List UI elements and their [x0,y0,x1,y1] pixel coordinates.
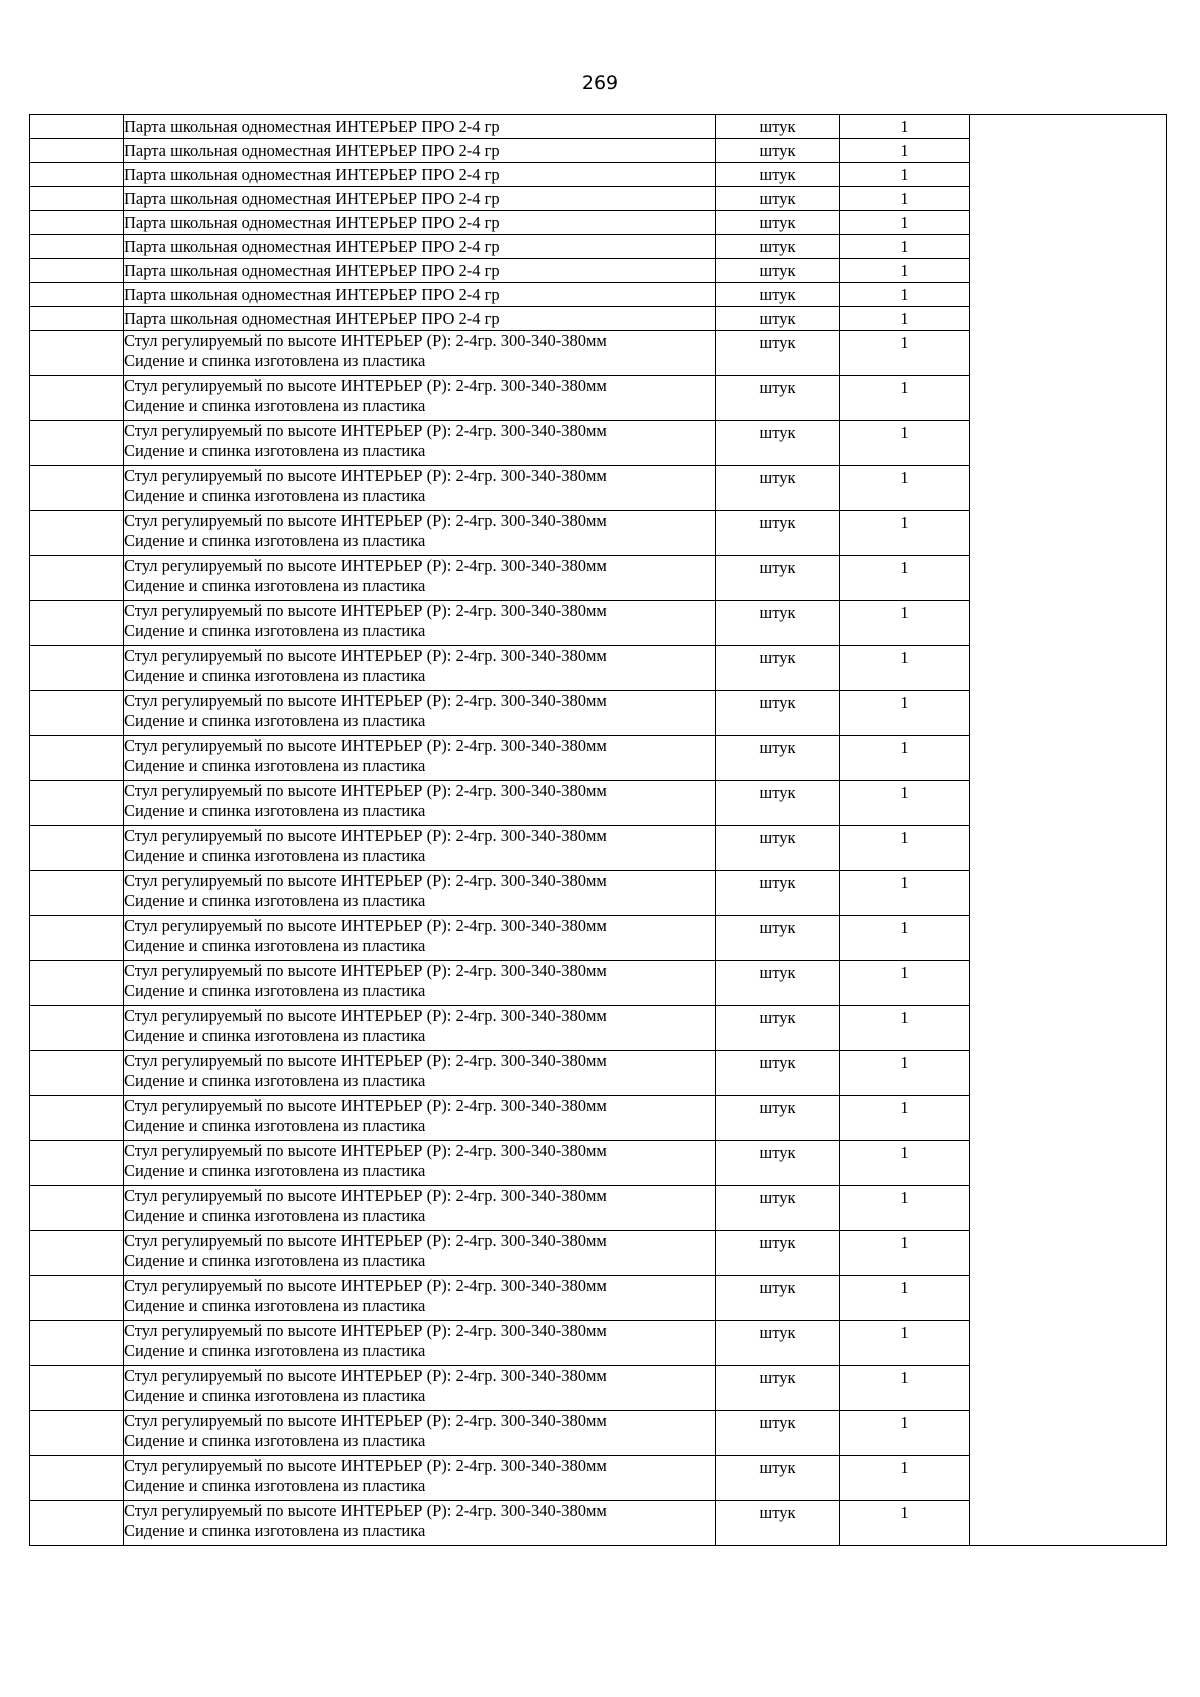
row-number-cell [30,1051,124,1096]
item-name-cell [124,211,716,235]
item-unit-cell: штук [716,235,840,259]
item-name-line: Парта школьная одноместная ИНТЕРЬЕР ПРО 2-4 гр [124,261,500,280]
item-name-line: Стул регулируемый по высоте ИНТЕРЬЕР (Р): 2-4гр. 300-340-380мм [124,1231,607,1250]
item-name-cell [124,307,716,331]
item-qty-cell: 1 [840,1141,970,1186]
item-qty-cell: 1 [840,961,970,1006]
item-name-cell [124,1141,716,1186]
row-number-cell [30,1096,124,1141]
item-qty-cell: 1 [840,1411,970,1456]
row-number-cell [30,826,124,871]
row-number-cell [30,871,124,916]
item-name-cell [124,871,716,916]
row-number-cell [30,1006,124,1051]
item-name-line: Стул регулируемый по высоте ИНТЕРЬЕР (Р): 2-4гр. 300-340-380мм [124,826,607,845]
item-name-line: Стул регулируемый по высоте ИНТЕРЬЕР (Р): 2-4гр. 300-340-380мм [124,646,607,665]
row-number-cell [30,421,124,466]
item-unit-cell: штук [716,1321,840,1366]
item-qty-cell: 1 [840,376,970,421]
item-name-cell [124,1231,716,1276]
item-name-line: Стул регулируемый по высоте ИНТЕРЬЕР (Р): 2-4гр. 300-340-380мм [124,466,607,485]
item-qty-cell: 1 [840,826,970,871]
item-unit-cell: штук [716,781,840,826]
item-qty-cell: 1 [840,1276,970,1321]
item-qty-cell: 1 [840,871,970,916]
item-name-cell [124,376,716,421]
item-name-line: Сидение и спинка изготовлена из пластика [124,1521,426,1540]
item-unit-cell: штук [716,307,840,331]
item-unit-cell: штук [716,163,840,187]
item-name-line: Сидение и спинка изготовлена из пластика [124,1026,426,1045]
item-name-cell [124,1006,716,1051]
item-qty-cell: 1 [840,235,970,259]
item-unit-cell: штук [716,736,840,781]
item-name-line: Стул регулируемый по высоте ИНТЕРЬЕР (Р): 2-4гр. 300-340-380мм [124,736,607,755]
item-unit-cell: штук [716,511,840,556]
item-unit-cell: штук [716,1141,840,1186]
item-name-line: Парта школьная одноместная ИНТЕРЬЕР ПРО 2-4 гр [124,189,500,208]
item-qty-cell: 1 [840,781,970,826]
item-name-line: Сидение и спинка изготовлена из пластика [124,801,426,820]
item-qty-cell: 1 [840,646,970,691]
item-name-line: Сидение и спинка изготовлена из пластика [124,621,426,640]
item-qty-cell: 1 [840,1366,970,1411]
item-qty-cell: 1 [840,283,970,307]
item-name-cell [124,1186,716,1231]
item-name-cell [124,961,716,1006]
item-unit-cell: штук [716,826,840,871]
item-qty-cell: 1 [840,1456,970,1501]
item-unit-cell: штук [716,376,840,421]
item-unit-cell: штук [716,259,840,283]
item-qty-cell: 1 [840,1006,970,1051]
row-number-cell [30,961,124,1006]
item-name-cell [124,115,716,139]
item-name-line: Стул регулируемый по высоте ИНТЕРЬЕР (Р): 2-4гр. 300-340-380мм [124,601,607,620]
item-unit-cell: штук [716,1006,840,1051]
item-name-line: Сидение и спинка изготовлена из пластика [124,351,426,370]
item-name-line: Парта школьная одноместная ИНТЕРЬЕР ПРО 2-4 гр [124,309,500,328]
item-name-cell [124,781,716,826]
item-qty-cell: 1 [840,691,970,736]
item-unit-cell: штук [716,331,840,376]
item-name-line: Сидение и спинка изготовлена из пластика [124,936,426,955]
item-name-cell [124,139,716,163]
item-qty-cell: 1 [840,736,970,781]
row-number-cell [30,736,124,781]
item-name-line: Сидение и спинка изготовлена из пластика [124,1296,426,1315]
row-number-cell [30,283,124,307]
item-name-cell [124,1411,716,1456]
row-number-cell [30,1366,124,1411]
item-unit-cell: штук [716,115,840,139]
item-unit-cell: штук [716,556,840,601]
row-number-cell [30,916,124,961]
row-number-cell [30,259,124,283]
item-name-cell [124,421,716,466]
item-name-line: Парта школьная одноместная ИНТЕРЬЕР ПРО 2-4 гр [124,213,500,232]
item-name-line: Сидение и спинка изготовлена из пластика [124,1071,426,1090]
item-unit-cell: штук [716,1096,840,1141]
item-unit-cell: штук [716,1411,840,1456]
item-name-cell [124,916,716,961]
item-unit-cell: штук [716,601,840,646]
item-qty-cell: 1 [840,1051,970,1096]
row-number-cell [30,163,124,187]
row-number-cell [30,1456,124,1501]
item-name-line: Сидение и спинка изготовлена из пластика [124,981,426,1000]
row-number-cell [30,187,124,211]
item-name-line: Стул регулируемый по высоте ИНТЕРЬЕР (Р): 2-4гр. 300-340-380мм [124,871,607,890]
item-unit-cell: штук [716,646,840,691]
item-name-line: Сидение и спинка изготовлена из пластика [124,1206,426,1225]
row-number-cell [30,331,124,376]
item-name-cell [124,283,716,307]
item-unit-cell: штук [716,466,840,511]
item-name-line: Стул регулируемый по высоте ИНТЕРЬЕР (Р): 2-4гр. 300-340-380мм [124,376,607,395]
row-number-cell [30,1411,124,1456]
row-number-cell [30,556,124,601]
item-name-cell [124,163,716,187]
item-name-cell [124,1321,716,1366]
item-qty-cell: 1 [840,115,970,139]
item-name-line: Сидение и спинка изготовлена из пластика [124,441,426,460]
item-unit-cell: штук [716,871,840,916]
item-unit-cell: штук [716,1456,840,1501]
row-number-cell [30,1231,124,1276]
item-qty-cell: 1 [840,1321,970,1366]
item-name-line: Сидение и спинка изготовлена из пластика [124,1431,426,1450]
row-number-cell [30,601,124,646]
item-unit-cell: штук [716,691,840,736]
item-name-line: Стул регулируемый по высоте ИНТЕРЬЕР (Р): 2-4гр. 300-340-380мм [124,1006,607,1025]
item-name-cell [124,259,716,283]
item-qty-cell: 1 [840,307,970,331]
item-qty-cell: 1 [840,466,970,511]
item-name-line: Стул регулируемый по высоте ИНТЕРЬЕР (Р): 2-4гр. 300-340-380мм [124,1456,607,1475]
item-unit-cell: штук [716,1051,840,1096]
item-name-line: Стул регулируемый по высоте ИНТЕРЬЕР (Р): 2-4гр. 300-340-380мм [124,1186,607,1205]
item-qty-cell: 1 [840,556,970,601]
item-unit-cell: штук [716,283,840,307]
item-name-cell [124,646,716,691]
page-number: 269 [581,72,619,94]
item-name-line: Парта школьная одноместная ИНТЕРЬЕР ПРО 2-4 гр [124,285,500,304]
item-name-cell [124,556,716,601]
item-name-line: Сидение и спинка изготовлена из пластика [124,1386,426,1405]
item-unit-cell: штук [716,421,840,466]
item-unit-cell: штук [716,916,840,961]
item-name-cell [124,826,716,871]
items-table [29,114,1167,1546]
item-name-line: Сидение и спинка изготовлена из пластика [124,756,426,775]
item-name-line: Сидение и спинка изготовлена из пластика [124,1161,426,1180]
item-name-line: Стул регулируемый по высоте ИНТЕРЬЕР (Р): 2-4гр. 300-340-380мм [124,511,607,530]
item-unit-cell: штук [716,1366,840,1411]
item-name-line: Сидение и спинка изготовлена из пластика [124,1116,426,1135]
row-number-cell [30,211,124,235]
item-name-cell [124,331,716,376]
item-name-line: Стул регулируемый по высоте ИНТЕРЬЕР (Р): 2-4гр. 300-340-380мм [124,421,607,440]
table-row [30,115,1167,139]
item-name-cell [124,1051,716,1096]
item-unit-cell: штук [716,1231,840,1276]
row-number-cell [30,466,124,511]
item-name-cell [124,1096,716,1141]
item-name-line: Стул регулируемый по высоте ИНТЕРЬЕР (Р): 2-4гр. 300-340-380мм [124,556,607,575]
row-number-cell [30,1141,124,1186]
item-name-cell [124,1276,716,1321]
row-number-cell [30,511,124,556]
item-qty-cell: 1 [840,211,970,235]
item-name-cell [124,1501,716,1546]
item-qty-cell: 1 [840,1096,970,1141]
item-name-cell [124,187,716,211]
row-number-cell [30,139,124,163]
item-name-line: Сидение и спинка изготовлена из пластика [124,711,426,730]
item-name-line: Сидение и спинка изготовлена из пластика [124,531,426,550]
item-name-cell [124,1366,716,1411]
notes-cell [970,115,1167,1546]
row-number-cell [30,115,124,139]
row-number-cell [30,235,124,259]
item-name-line: Стул регулируемый по высоте ИНТЕРЬЕР (Р): 2-4гр. 300-340-380мм [124,916,607,935]
item-name-line: Стул регулируемый по высоте ИНТЕРЬЕР (Р): 2-4гр. 300-340-380мм [124,1051,607,1070]
item-unit-cell: штук [716,961,840,1006]
item-qty-cell: 1 [840,1501,970,1546]
row-number-cell [30,1276,124,1321]
row-number-cell [30,1186,124,1231]
item-qty-cell: 1 [840,259,970,283]
item-name-line: Парта школьная одноместная ИНТЕРЬЕР ПРО 2-4 гр [124,141,500,160]
item-name-line: Парта школьная одноместная ИНТЕРЬЕР ПРО 2-4 гр [124,165,500,184]
item-name-line: Стул регулируемый по высоте ИНТЕРЬЕР (Р): 2-4гр. 300-340-380мм [124,1366,607,1385]
item-name-line: Сидение и спинка изготовлена из пластика [124,396,426,415]
item-unit-cell: штук [716,1501,840,1546]
item-name-line: Сидение и спинка изготовлена из пластика [124,1476,426,1495]
item-name-cell [124,601,716,646]
item-name-line: Стул регулируемый по высоте ИНТЕРЬЕР (Р): 2-4гр. 300-340-380мм [124,1276,607,1295]
item-unit-cell: штук [716,1276,840,1321]
row-number-cell [30,1321,124,1366]
item-unit-cell: штук [716,187,840,211]
item-name-line: Стул регулируемый по высоте ИНТЕРЬЕР (Р): 2-4гр. 300-340-380мм [124,781,607,800]
item-name-line: Парта школьная одноместная ИНТЕРЬЕР ПРО 2-4 гр [124,117,500,136]
item-qty-cell: 1 [840,331,970,376]
item-name-cell [124,691,716,736]
item-name-cell [124,511,716,556]
item-name-line: Стул регулируемый по высоте ИНТЕРЬЕР (Р): 2-4гр. 300-340-380мм [124,961,607,980]
item-qty-cell: 1 [840,601,970,646]
items-table-body [30,115,1167,1546]
row-number-cell [30,781,124,826]
item-name-line: Сидение и спинка изготовлена из пластика [124,666,426,685]
item-name-line: Сидение и спинка изготовлена из пластика [124,846,426,865]
item-qty-cell: 1 [840,163,970,187]
item-name-line: Парта школьная одноместная ИНТЕРЬЕР ПРО 2-4 гр [124,237,500,256]
item-name-cell [124,736,716,781]
item-qty-cell: 1 [840,1231,970,1276]
item-name-line: Сидение и спинка изготовлена из пластика [124,1251,426,1270]
item-unit-cell: штук [716,139,840,163]
item-qty-cell: 1 [840,916,970,961]
item-qty-cell: 1 [840,1186,970,1231]
row-number-cell [30,1501,124,1546]
item-name-cell [124,235,716,259]
item-unit-cell: штук [716,211,840,235]
item-name-line: Стул регулируемый по высоте ИНТЕРЬЕР (Р): 2-4гр. 300-340-380мм [124,1096,607,1115]
item-name-line: Стул регулируемый по высоте ИНТЕРЬЕР (Р): 2-4гр. 300-340-380мм [124,1141,607,1160]
item-qty-cell: 1 [840,421,970,466]
item-name-line: Стул регулируемый по высоте ИНТЕРЬЕР (Р): 2-4гр. 300-340-380мм [124,1501,607,1520]
item-name-line: Стул регулируемый по высоте ИНТЕРЬЕР (Р): 2-4гр. 300-340-380мм [124,691,607,710]
item-name-line: Стул регулируемый по высоте ИНТЕРЬЕР (Р): 2-4гр. 300-340-380мм [124,1411,607,1430]
item-name-line: Сидение и спинка изготовлена из пластика [124,576,426,595]
item-name-line: Стул регулируемый по высоте ИНТЕРЬЕР (Р): 2-4гр. 300-340-380мм [124,1321,607,1340]
item-unit-cell: штук [716,1186,840,1231]
item-name-line: Сидение и спинка изготовлена из пластика [124,486,426,505]
row-number-cell [30,376,124,421]
item-qty-cell: 1 [840,511,970,556]
row-number-cell [30,691,124,736]
item-qty-cell: 1 [840,187,970,211]
item-name-cell [124,466,716,511]
item-name-cell [124,1456,716,1501]
row-number-cell [30,307,124,331]
item-name-line: Сидение и спинка изготовлена из пластика [124,891,426,910]
item-name-line: Стул регулируемый по высоте ИНТЕРЬЕР (Р): 2-4гр. 300-340-380мм [124,331,607,350]
item-name-line: Сидение и спинка изготовлена из пластика [124,1341,426,1360]
item-qty-cell: 1 [840,139,970,163]
row-number-cell [30,646,124,691]
